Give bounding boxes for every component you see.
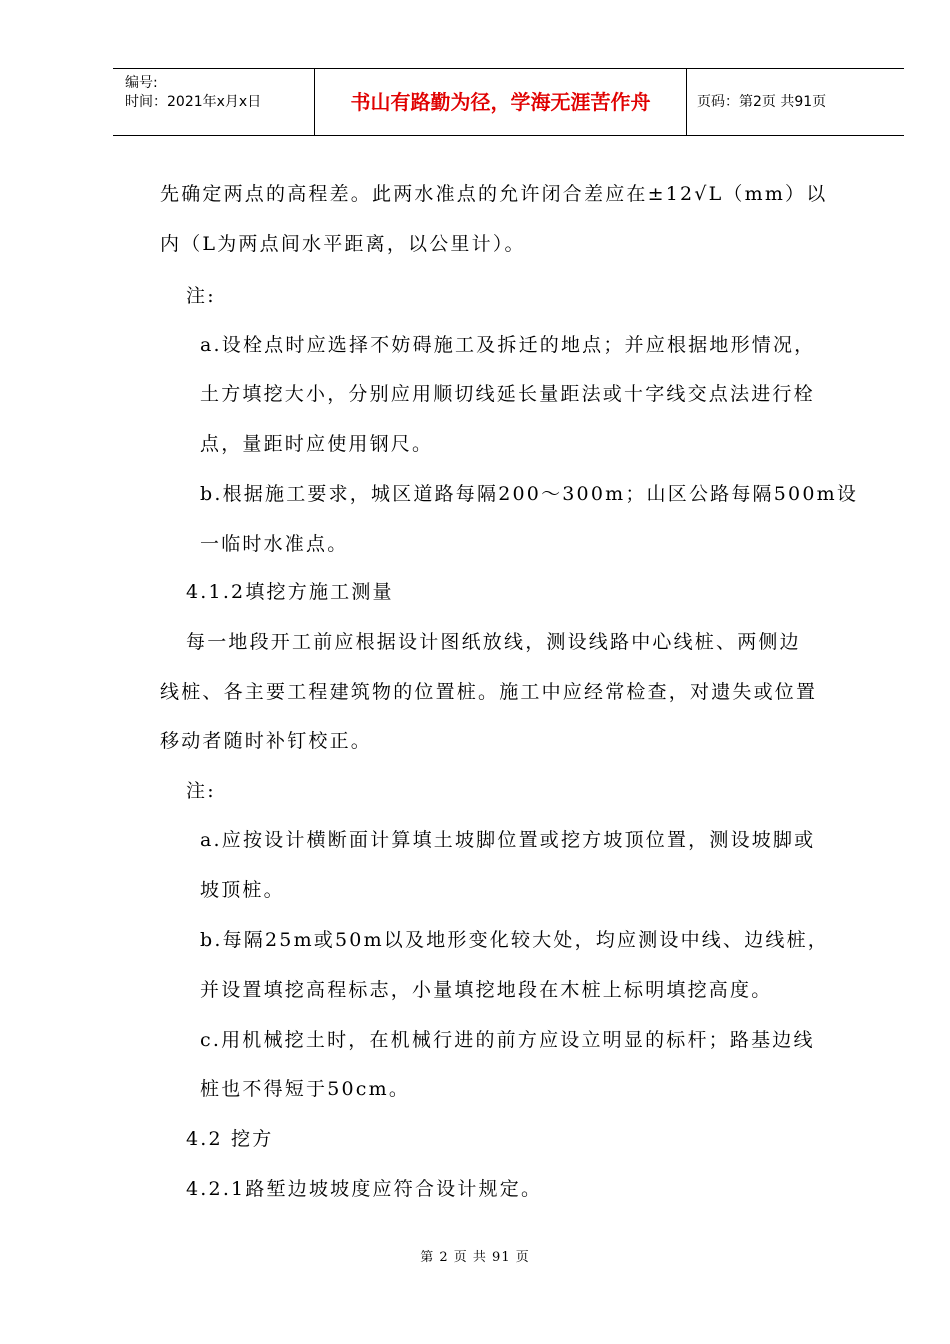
body-line: 内（L为两点间水平距离，以公里计）。 (160, 233, 526, 255)
body-line: 一临时水准点。 (200, 533, 349, 555)
body-line: a.应按设计横断面计算填土坡脚位置或挖方坡顶位置，测设坡脚或 (200, 829, 816, 851)
body-line: 线桩、各主要工程建筑物的位置桩。施工中应经常检查，对遗失或位置 (160, 681, 818, 703)
body-line: 先确定两点的高程差。此两水准点的允许闭合差应在±12√L（mm）以 (160, 183, 828, 205)
section-heading: 4.2 挖方 (186, 1128, 274, 1150)
document-time-label: 时间：2021年x月x日 (125, 94, 262, 110)
body-line: 桩也不得短于50cm。 (200, 1078, 411, 1100)
body-line: 并设置填挖高程标志，小量填挖地段在木桩上标明填挖高度。 (200, 979, 773, 1001)
header-meta-cell (113, 69, 315, 135)
body-line: c.用机械挖土时，在机械行进的前方应设立明显的标杆；路基边线 (200, 1029, 815, 1051)
page-header (113, 68, 904, 136)
header-motto: 书山有路勤为径，学海无涯苦作舟 (315, 69, 687, 135)
header-page-info: 页码：第2页 共91页 (697, 94, 827, 110)
document-number-label: 编号: (125, 75, 158, 91)
body-line: 土方填挖大小，分别应用顺切线延长量距法或十字线交点法进行栓 (200, 383, 815, 405)
note-label: 注: (186, 780, 216, 802)
page-footer: 第 2 页 共 91 页 (420, 1250, 530, 1265)
body-line: b.每隔25m或50m以及地形变化较大处，均应测设中线、边线桩， (200, 929, 829, 951)
body-line: a.设栓点时应选择不妨碍施工及拆迁的地点；并应根据地形情况， (200, 334, 816, 356)
body-line: 每一地段开工前应根据设计图纸放线，测设线路中心线桩、两侧边 (186, 631, 801, 653)
body-line: b.根据施工要求，城区道路每隔200～300m；山区公路每隔500m设 (200, 483, 859, 505)
body-line: 坡顶桩。 (200, 879, 285, 901)
body-line: 点，量距时应使用钢尺。 (200, 433, 434, 455)
section-heading: 4.1.2填挖方施工测量 (186, 581, 394, 603)
section-heading: 4.2.1路堑边坡坡度应符合设计规定。 (186, 1178, 543, 1200)
body-line: 移动者随时补钉校正。 (160, 730, 373, 752)
note-label: 注: (186, 285, 216, 307)
